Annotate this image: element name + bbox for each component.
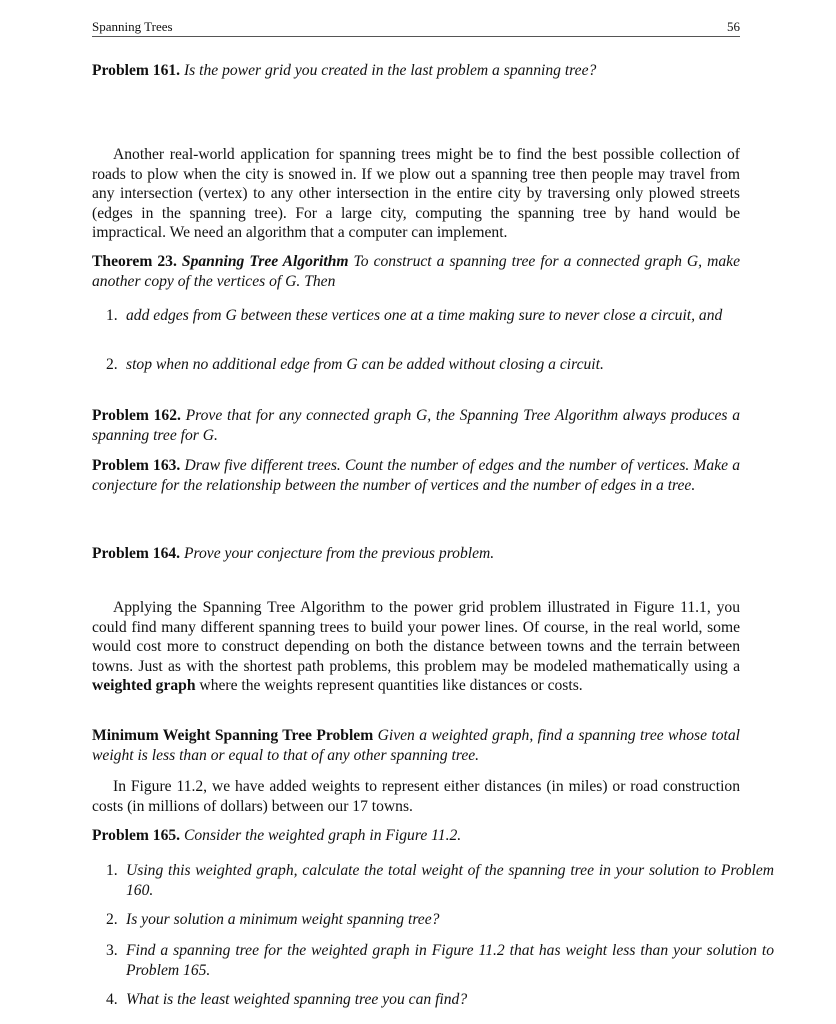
- problem-162-text: Prove that for any connected graph G, the Spanning Tree Algorithm always produces a spanning tree for G.: [92, 407, 740, 444]
- theorem-23-name: Spanning Tree Algorithm: [181, 253, 349, 270]
- problem-163-text: Draw five different trees. Count the number of edges and the number of vertices. Make a conjecture for the relationship between the number of vertices and the number of edges in a tree.: [92, 457, 740, 494]
- step-number: 1.: [106, 307, 118, 324]
- page-number: 56: [727, 19, 740, 34]
- theorem-23-text: To construct a spanning tree for a connected graph G, make another copy of the vertices of G. Then: [92, 253, 740, 290]
- mwst-label: Minimum Weight Spanning Tree Problem: [92, 727, 374, 744]
- item-number: 4.: [106, 991, 118, 1008]
- term-weighted-graph: weighted graph: [92, 677, 196, 695]
- running-header: [92, 18, 740, 37]
- theorem-23: [92, 252, 740, 291]
- problem-165: [92, 826, 740, 846]
- item-number: 1.: [106, 862, 118, 879]
- problem-161-label: Problem 161.: [92, 62, 181, 79]
- problem-165-label: Problem 165.: [92, 827, 181, 844]
- item-number: 2.: [106, 911, 118, 928]
- problem-165-item-1: [92, 861, 774, 900]
- problem-162: [92, 406, 740, 445]
- paragraph-figure-weights: In Figure 11.2, we have added weights to represent either distances (in miles) or road construction costs (in millions of dollars) between our 17 towns.: [92, 778, 740, 815]
- problem-164-label: Problem 164.: [92, 545, 181, 562]
- problem-161: [92, 61, 740, 81]
- paragraph-text: where the weights represent quantities like distances or costs.: [195, 677, 583, 695]
- running-title: Spanning Trees: [92, 19, 173, 34]
- problem-162-label: Problem 162.: [92, 407, 181, 424]
- item-text: What is the least weighted spanning tree you can find?: [126, 991, 468, 1008]
- paragraph-weighted-graph: [92, 598, 740, 696]
- problem-164-text: Prove your conjecture from the previous problem.: [183, 545, 495, 562]
- paragraph-text: Applying the Spanning Tree Algorithm to the power grid problem illustrated in Figure 11.1, you could find many different spanning trees to build your power lines. Of course, in the real world, some would cost more to construct depending on both the distance between towns and the terrain between towns. Just as with the shortest path problems, this problem may be modeled mathematically using a: [92, 599, 740, 675]
- problem-165-item-2: [92, 910, 774, 930]
- item-number: 3.: [106, 942, 118, 959]
- problem-165-item-4: [92, 990, 774, 1010]
- problem-163: [92, 456, 740, 495]
- step-number: 2.: [106, 356, 118, 373]
- problem-165-text: Consider the weighted graph in Figure 11.2.: [183, 827, 462, 844]
- item-text: Find a spanning tree for the weighted graph in Figure 11.2 that has weight less than your solution to Problem 165.: [126, 942, 774, 979]
- problem-163-label: Problem 163.: [92, 457, 181, 474]
- mwst-problem: [92, 726, 740, 765]
- problem-161-text: Is the power grid you created in the last problem a spanning tree?: [183, 62, 597, 79]
- item-text: Using this weighted graph, calculate the total weight of the spanning tree in your solution to Problem 160.: [126, 862, 774, 899]
- item-text: Is your solution a minimum weight spanning tree?: [126, 911, 440, 928]
- theorem-23-step-1: [92, 306, 774, 326]
- paragraph-snow-plow: Another real-world application for spanning trees might be to find the best possible collection of roads to plow when the city is snowed in. If we plow out a spanning tree then people may travel from any intersection (vertex) to any other intersection in the entire city by traversing only plowed streets (edges in the spanning tree). For a large city, computing the spanning tree by hand would be impractical. We need an algorithm that a computer can implement.: [92, 146, 740, 242]
- theorem-23-step-2: [92, 355, 774, 375]
- theorem-23-label: Theorem 23.: [92, 253, 177, 270]
- step-text: add edges from G between these vertices one at a time making sure to never close a circuit, and: [126, 307, 723, 324]
- step-text: stop when no additional edge from G can be added without closing a circuit.: [126, 356, 604, 373]
- mwst-text: Given a weighted graph, find a spanning tree whose total weight is less than or equal to that of any other spanning tree.: [92, 727, 741, 764]
- problem-164: [92, 544, 740, 564]
- problem-165-item-3: [92, 941, 774, 980]
